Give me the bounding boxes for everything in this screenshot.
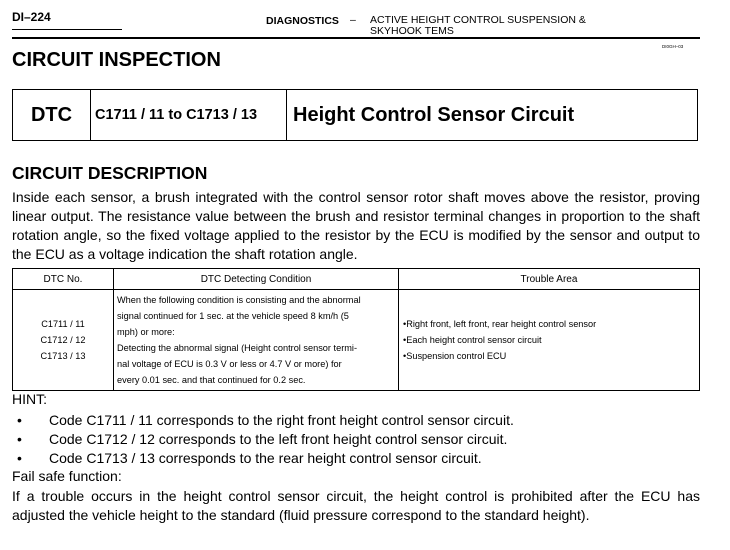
trouble-area-item: •Suspension control ECU xyxy=(403,351,507,361)
dtc-codes-cell xyxy=(13,290,114,391)
dtc-codes: C1711 / 11 to C1713 / 13 xyxy=(91,90,287,140)
hint-text: Code C1712 / 12 corresponds to the left front height control sensor circuit. xyxy=(49,431,508,447)
table-header-row xyxy=(13,269,700,290)
trouble-area-item: •Each height control sensor circuit xyxy=(403,335,542,345)
dtc-code: C1712 / 12 xyxy=(40,335,86,345)
dtc-code: C1711 / 11 xyxy=(41,319,85,329)
list-item xyxy=(12,411,514,430)
table-row xyxy=(13,290,700,391)
hint-label: HINT: xyxy=(12,391,47,407)
header-trouble-area: Trouble Area xyxy=(399,269,700,290)
condition-line: Detecting the abnormal signal (Height control sensor termi- xyxy=(117,343,358,353)
section-subtitle xyxy=(370,15,620,37)
trouble-area-item: •Right front, left front, rear height control sensor xyxy=(403,319,597,329)
fail-safe-text: If a trouble occurs in the height control sensor circuit, the height control is prohibited after the ECU has adjusted the vehicle height to the standard (fluid pressure correspond to the standard height). xyxy=(12,488,700,523)
dtc-title-box xyxy=(12,89,698,141)
section-rule xyxy=(12,37,700,39)
subtitle-line-1: ACTIVE HEIGHT CONTROL SUSPENSION & xyxy=(370,14,586,26)
bullet-icon: • xyxy=(17,450,22,466)
subtitle-line-2: SKYHOOK TEMS xyxy=(370,25,454,37)
trouble-area-cell xyxy=(399,290,700,391)
bullet-icon: • xyxy=(17,431,22,447)
circuit-inspection-title: CIRCUIT INSPECTION xyxy=(12,49,221,71)
condition-line: signal continued for 1 sec. at the vehicle speed 8 km/h (5 xyxy=(117,311,349,321)
dtc-table xyxy=(12,268,700,391)
condition-line: nal voltage of ECU is 0.3 V or less or 4.7 V or more) for xyxy=(117,359,342,369)
circuit-description-text: Inside each sensor, a brush integrated with the control sensor rotor shaft moves above the resistor, proving linear output. The resistance value between the brush and resistor terminal changes in proportion to the shaft rotation angle, so the fixed voltage applied to the resistor by the ECU is modified by the sensor and output to the ECU as a voltage indication the shaft rotation angle. xyxy=(12,189,700,262)
header-rule xyxy=(12,29,122,30)
dtc-label: DTC xyxy=(13,90,91,140)
header-dtc-no: DTC No. xyxy=(13,269,114,290)
list-item xyxy=(12,430,514,449)
section-name: DIAGNOSTICS xyxy=(266,15,339,27)
header-separator: – xyxy=(350,14,356,26)
page-id: DI–224 xyxy=(12,10,51,24)
list-item xyxy=(12,449,514,468)
circuit-description-title: CIRCUIT DESCRIPTION xyxy=(12,163,208,183)
bullet-icon: • xyxy=(17,412,22,428)
dtc-title: Height Control Sensor Circuit xyxy=(293,103,575,126)
hint-text: Code C1713 / 13 corresponds to the rear height control sensor circuit. xyxy=(49,450,482,466)
hint-list xyxy=(12,411,514,468)
detecting-condition-cell xyxy=(114,290,399,391)
dtc-code: C1713 / 13 xyxy=(40,351,86,361)
condition-line: every 0.01 sec. and that continued for 0.2 sec. xyxy=(117,375,306,385)
hint-text: Code C1711 / 11 corresponds to the right front height control sensor circuit. xyxy=(49,412,514,428)
header-detecting-condition: DTC Detecting Condition xyxy=(114,269,399,290)
doc-code: DI0GH–03 xyxy=(662,44,684,49)
fail-safe-label: Fail safe function: xyxy=(12,468,122,484)
condition-line: When the following condition is consisting and the abnormal xyxy=(117,295,361,305)
condition-line: mph) or more: xyxy=(117,327,175,337)
